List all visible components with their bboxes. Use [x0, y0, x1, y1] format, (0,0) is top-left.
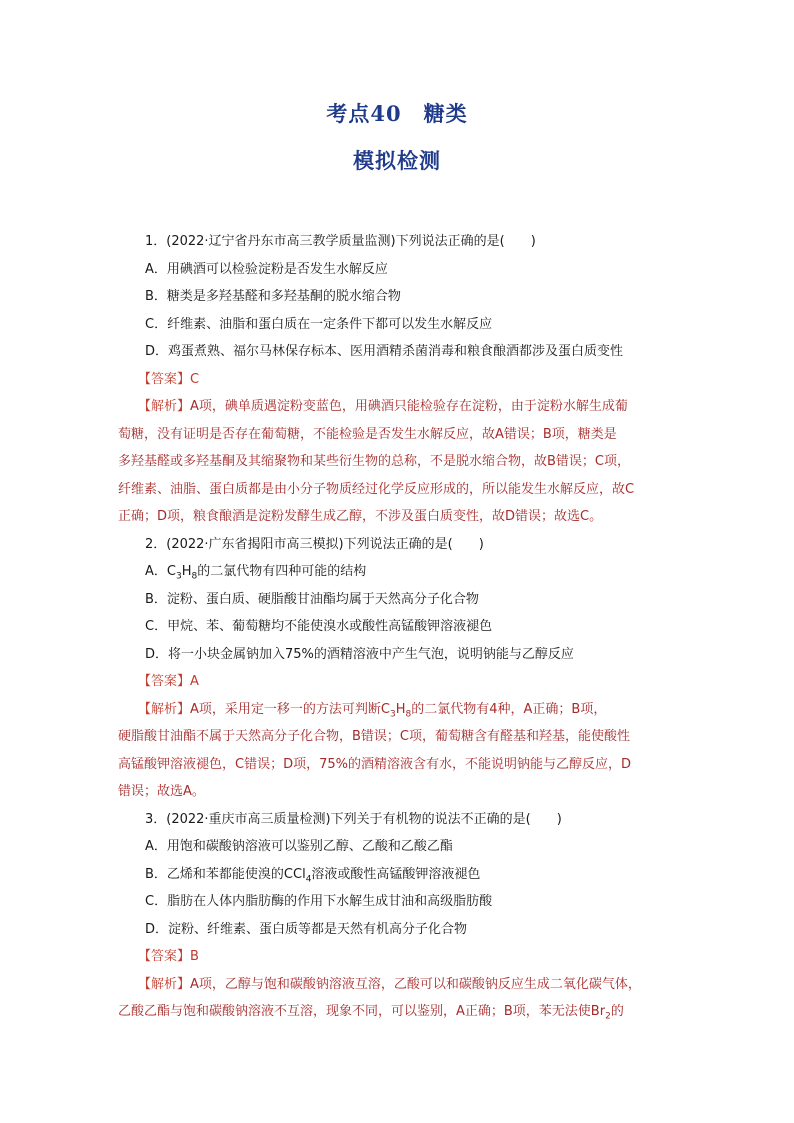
- option-d: D．鸡蛋煮熟、福尔马林保存标本、医用酒精杀菌消毒和粮食酿酒都涉及蛋白质变性: [145, 344, 624, 359]
- option-d: D．将一小块金属钠加入75%的酒精溶液中产生气泡，说明钠能与乙醇反应: [145, 646, 574, 662]
- answer-value: C: [190, 371, 200, 387]
- explanation-tag: 【解析】: [138, 701, 191, 717]
- explanation-line: 萄糖，没有证明是否存在葡萄糖，不能检验是否发生水解反应，故A错误；B项，糖类是: [118, 426, 617, 442]
- explanation-line: 乙酸乙酯与饱和碳酸钠溶液不互溶，现象不同，可以鉴别，A正确；B项，苯无法使$Br_2$的: [118, 1004, 624, 1022]
- page-subtitle: 模拟检测: [353, 148, 441, 173]
- explanation-line: 硬脂酸甘油酯不属于天然高分子化合物，B错误；C项，葡萄糖含有醛基和羟基，能使酸性: [118, 729, 630, 744]
- title-topic: 糖类: [423, 101, 468, 126]
- explanation-text: A项，采用定一移一的方法可判断$C_3H_8$的二氯代物有4种，A正确；B项，: [190, 701, 607, 720]
- answer-tag: 【答案】: [138, 371, 191, 387]
- option-b: B．糖类是多羟基醛和多羟基酮的脱水缩合物: [145, 289, 401, 304]
- option-a: A．用碘酒可以检验淀粉是否发生水解反应: [145, 261, 388, 277]
- explanation-tag: 【解析】: [138, 399, 191, 414]
- option-b: B．淀粉、蛋白质、硬脂酸甘油酯均属于天然高分子化合物: [145, 591, 479, 607]
- answer-line: [118, 943, 678, 971]
- explanation-line: 纤维素、油脂、蛋白质都是由小分子物质经过化学反应形成的，所以能发生水解反应，故C: [118, 481, 635, 497]
- option-a: A．用饱和碳酸钠溶液可以鉴别乙醇、乙酸和乙酸乙酯: [145, 839, 453, 854]
- answer-value: B: [190, 949, 199, 964]
- answer-line: [118, 668, 678, 696]
- explanation-line: 正确；D项，粮食酿酒是淀粉发酵生成乙醇，不涉及蛋白质变性，故D错误；故选C。: [118, 509, 603, 524]
- explanation-text: A项，乙醇与饱和碳酸钠溶液互溶，乙酸可以和碳酸钠反应生成二氧化碳气体，: [190, 976, 641, 992]
- explanation-line: [118, 696, 678, 724]
- option-c: C．甲烷、苯、葡萄糖均不能使溴水或酸性高锰酸钾溶液褪色: [145, 619, 493, 634]
- option-c: C．纤维素、油脂和蛋白质在一定条件下都可以发生水解反应: [145, 316, 493, 332]
- option-a: A．$C_3H_8$的二氯代物有四种可能的结构: [145, 564, 367, 582]
- question-stem: 3．(2022·重庆市高三质量检测)下列关于有机物的说法不正确的是( ): [145, 811, 562, 827]
- explanation-line: [118, 393, 678, 421]
- explanation-line: [118, 971, 678, 999]
- question-stem: 1．(2022·辽宁省丹东市高三教学质量监测)下列说法正确的是( ): [145, 234, 536, 249]
- question-list: [118, 228, 678, 1026]
- explanation-line: 多羟基醛或多羟基酮及其缩聚物和某些衍生物的总称，不是脱水缩合物，故B错误；C项，: [118, 454, 630, 469]
- title-main: 考点40: [326, 101, 402, 126]
- option-c: C．脂肪在人体内脂肪酶的作用下水解生成甘油和高级脂肪酸: [145, 894, 493, 909]
- option-d: D．淀粉、纤维素、蛋白质等都是天然有机高分子化合物: [145, 921, 468, 937]
- explanation-line: 高锰酸钾溶液褪色，C错误；D项，75%的酒精溶液含有水，不能说明钠能与乙醇反应，D: [118, 756, 631, 772]
- explanation-line: 错误；故选A。: [118, 784, 205, 799]
- answer-line: [118, 366, 678, 394]
- answer-tag: 【答案】: [138, 674, 191, 689]
- question-stem: 2．(2022·广东省揭阳市高三模拟)下列说法正确的是( ): [145, 536, 484, 552]
- answer-value: A: [190, 674, 199, 689]
- option-b: B．乙烯和苯都能使溴的CCl$_4$溶液或酸性高锰酸钾溶液褪色: [145, 866, 481, 885]
- explanation-tag: 【解析】: [138, 976, 191, 992]
- answer-tag: 【答案】: [138, 949, 191, 964]
- page-title: [0, 98, 794, 128]
- explanation-text: A项，碘单质遇淀粉变蓝色，用碘酒只能检验存在淀粉，由于淀粉水解生成葡: [190, 399, 628, 414]
